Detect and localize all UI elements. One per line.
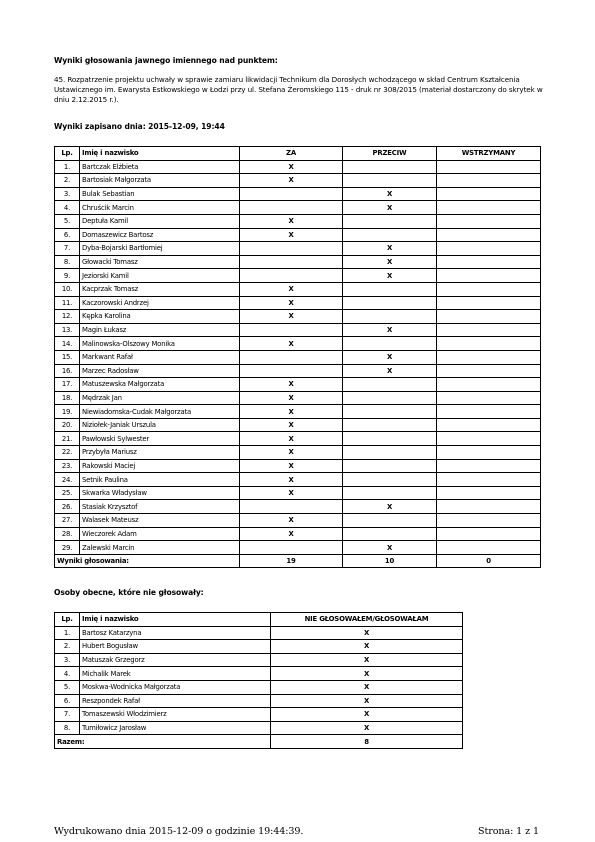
header-name: Imię i nazwisko — [80, 147, 240, 161]
table-cell — [437, 527, 541, 541]
table-cell: X — [240, 337, 343, 351]
table-cell — [437, 350, 541, 364]
table-row — [55, 323, 541, 337]
table-cell: X — [240, 174, 343, 188]
votes-table — [54, 146, 541, 568]
table-cell: Magin Łukasz — [80, 323, 240, 337]
table-cell: Tumiłowicz Jarosław — [80, 721, 271, 735]
absent-header-lp: Lp. — [55, 613, 80, 627]
table-cell: Matuszak Grzegorz — [80, 653, 271, 667]
table-row — [55, 473, 541, 487]
table-cell: 4. — [55, 667, 80, 681]
votes-summary-row — [55, 554, 541, 568]
table-cell: X — [343, 350, 437, 364]
table-cell — [240, 541, 343, 555]
table-cell: X — [240, 418, 343, 432]
table-cell: 2. — [55, 640, 80, 654]
table-cell: Bulak Sebastian — [80, 187, 240, 201]
table-cell: X — [343, 201, 437, 215]
table-cell: 14. — [55, 337, 80, 351]
table-cell — [343, 405, 437, 419]
table-cell: Pawłowski Sylwester — [80, 432, 240, 446]
table-cell — [343, 174, 437, 188]
table-cell: X — [343, 255, 437, 269]
table-cell: X — [271, 667, 463, 681]
table-row — [55, 446, 541, 460]
table-cell — [240, 201, 343, 215]
table-cell: X — [240, 514, 343, 528]
table-cell: 2. — [55, 174, 80, 188]
table-cell — [343, 432, 437, 446]
table-cell: 7. — [55, 242, 80, 256]
table-cell — [437, 201, 541, 215]
table-cell — [343, 282, 437, 296]
table-row — [55, 160, 541, 174]
table-cell: Bartosiak Małgorzata — [80, 174, 240, 188]
table-cell — [437, 228, 541, 242]
table-cell: X — [343, 242, 437, 256]
votes-total-przeciw: 10 — [343, 554, 437, 568]
absent-header-status: NIE GŁOSOWAŁEM/GŁOSOWAŁAM — [271, 613, 463, 627]
table-row — [55, 721, 463, 735]
table-cell: 5. — [55, 214, 80, 228]
table-row — [55, 282, 541, 296]
table-cell: X — [240, 459, 343, 473]
table-row — [55, 269, 541, 283]
table-row — [55, 187, 541, 201]
table-cell — [343, 214, 437, 228]
absent-title: Osoby obecne, które nie głosowały: — [54, 588, 204, 597]
absent-total: 8 — [271, 735, 463, 749]
table-cell — [437, 378, 541, 392]
table-cell: X — [240, 282, 343, 296]
table-cell — [240, 364, 343, 378]
header-za: ZA — [240, 147, 343, 161]
table-row — [55, 653, 463, 667]
table-cell: Dyba-Bojarski Bartłomiej — [80, 242, 240, 256]
table-cell — [240, 255, 343, 269]
saved-timestamp: Wyniki zapisano dnia: 2015-12-09, 19:44 — [54, 122, 225, 131]
table-cell: Zalewski Marcin — [80, 541, 240, 555]
table-row — [55, 378, 541, 392]
table-cell — [343, 418, 437, 432]
table-row — [55, 350, 541, 364]
table-cell: X — [240, 160, 343, 174]
table-row — [55, 541, 541, 555]
table-cell: 3. — [55, 187, 80, 201]
page-number: Strona: 1 z 1 — [478, 826, 540, 837]
table-cell: Marzec Radosław — [80, 364, 240, 378]
table-cell: 11. — [55, 296, 80, 310]
table-row — [55, 337, 541, 351]
table-cell — [240, 323, 343, 337]
table-cell — [437, 418, 541, 432]
table-cell: X — [240, 391, 343, 405]
absent-header-row — [55, 613, 463, 627]
table-cell: Niziołek-Janiak Urszula — [80, 418, 240, 432]
table-cell: X — [240, 432, 343, 446]
table-row — [55, 667, 463, 681]
table-cell: Kacprzak Tomasz — [80, 282, 240, 296]
table-cell: Moskwa-Wodnicka Małgorzata — [80, 680, 271, 694]
table-cell — [437, 323, 541, 337]
table-row — [55, 680, 463, 694]
table-cell: X — [271, 626, 463, 640]
table-cell — [437, 242, 541, 256]
table-cell — [343, 310, 437, 324]
absent-table — [54, 612, 463, 749]
table-cell: 22. — [55, 446, 80, 460]
table-cell: 17. — [55, 378, 80, 392]
table-cell: X — [271, 708, 463, 722]
table-cell: 18. — [55, 391, 80, 405]
table-cell: 1. — [55, 160, 80, 174]
table-cell — [343, 459, 437, 473]
table-cell: Bartczak Elżbieta — [80, 160, 240, 174]
table-cell — [437, 269, 541, 283]
table-cell: X — [240, 378, 343, 392]
table-row — [55, 514, 541, 528]
votes-total-wstrzymany: 0 — [437, 554, 541, 568]
table-cell — [437, 310, 541, 324]
agenda-item-description: 45. Rozpatrzenie projektu uchwały w sprawie zamiaru likwidacji Technikum dla Dorosłych wchodzącego w skład Centrum Kształcenia Ustawicznego im. Ewarysta Estkowskiego w Łodzi przy ul. Stefana Żeromskiego 115 - druk nr 308/2015 (materiał dostarczony do skrytek w dniu 2.12.2015 r.). — [54, 75, 543, 104]
table-row — [55, 214, 541, 228]
table-cell: X — [240, 486, 343, 500]
table-cell: 13. — [55, 323, 80, 337]
table-row — [55, 391, 541, 405]
table-cell: X — [271, 680, 463, 694]
table-cell: X — [343, 500, 437, 514]
table-cell — [343, 486, 437, 500]
table-cell: X — [343, 364, 437, 378]
table-cell: 26. — [55, 500, 80, 514]
table-cell — [437, 296, 541, 310]
table-cell: 9. — [55, 269, 80, 283]
table-cell — [240, 242, 343, 256]
table-cell: Michalik Marek — [80, 667, 271, 681]
table-cell: Mędrzak Jan — [80, 391, 240, 405]
table-cell — [343, 160, 437, 174]
table-cell: 10. — [55, 282, 80, 296]
table-cell — [437, 187, 541, 201]
votes-summary-label: Wyniki głosowania: — [55, 554, 240, 568]
table-row — [55, 364, 541, 378]
table-cell: X — [240, 473, 343, 487]
printed-timestamp: Wydrukowano dnia 2015-12-09 o godzinie 19:44:39. — [54, 826, 304, 837]
absent-summary-label: Razem: — [55, 735, 271, 749]
table-cell — [437, 364, 541, 378]
table-row — [55, 201, 541, 215]
table-cell: 29. — [55, 541, 80, 555]
table-cell: X — [240, 296, 343, 310]
table-cell: Chruścik Marcin — [80, 201, 240, 215]
table-cell: Malinowska-Olszowy Monika — [80, 337, 240, 351]
table-cell: 5. — [55, 680, 80, 694]
table-cell — [343, 391, 437, 405]
votes-total-za: 19 — [240, 554, 343, 568]
table-cell: X — [240, 228, 343, 242]
table-cell: 8. — [55, 255, 80, 269]
table-cell: X — [343, 269, 437, 283]
table-row — [55, 708, 463, 722]
table-cell: Kępka Karolina — [80, 310, 240, 324]
table-row — [55, 500, 541, 514]
table-cell — [343, 296, 437, 310]
table-cell: Przybyła Mariusz — [80, 446, 240, 460]
table-cell: X — [343, 187, 437, 201]
table-row — [55, 255, 541, 269]
table-cell: 7. — [55, 708, 80, 722]
table-cell — [437, 214, 541, 228]
table-cell: Wieczorek Adam — [80, 527, 240, 541]
table-row — [55, 640, 463, 654]
table-cell: X — [271, 653, 463, 667]
table-cell: Setnik Paulina — [80, 473, 240, 487]
table-cell: Bartosz Katarzyna — [80, 626, 271, 640]
table-cell: X — [240, 446, 343, 460]
table-cell: Hubert Bogusław — [80, 640, 271, 654]
table-cell — [343, 527, 437, 541]
table-row — [55, 228, 541, 242]
table-cell — [343, 514, 437, 528]
table-cell: X — [343, 541, 437, 555]
table-cell: 12. — [55, 310, 80, 324]
table-cell: 15. — [55, 350, 80, 364]
table-cell: Głowacki Tomasz — [80, 255, 240, 269]
table-cell: 25. — [55, 486, 80, 500]
table-cell: 23. — [55, 459, 80, 473]
table-cell — [343, 378, 437, 392]
table-cell — [437, 282, 541, 296]
table-cell — [437, 405, 541, 419]
table-cell — [437, 160, 541, 174]
table-cell — [437, 514, 541, 528]
table-cell: 4. — [55, 201, 80, 215]
table-cell — [240, 269, 343, 283]
table-cell: 1. — [55, 626, 80, 640]
table-row — [55, 527, 541, 541]
table-cell: Matuszewska Małgorzata — [80, 378, 240, 392]
table-cell: Skwarka Władysław — [80, 486, 240, 500]
table-row — [55, 432, 541, 446]
table-cell: 21. — [55, 432, 80, 446]
page-heading: Wyniki głosowania jawnego imiennego nad punktem: — [54, 56, 278, 65]
table-cell: 3. — [55, 653, 80, 667]
table-cell: Rakowski Maciej — [80, 459, 240, 473]
table-cell: Niewiadomska-Cudak Małgorzata — [80, 405, 240, 419]
table-cell: Kaczorowski Andrzej — [80, 296, 240, 310]
table-cell — [437, 337, 541, 351]
table-cell: 6. — [55, 694, 80, 708]
table-cell: 8. — [55, 721, 80, 735]
votes-header-row — [55, 147, 541, 161]
table-cell: X — [271, 640, 463, 654]
table-cell: Reszpondek Rafał — [80, 694, 271, 708]
table-cell — [437, 459, 541, 473]
table-row — [55, 626, 463, 640]
table-cell: 16. — [55, 364, 80, 378]
absent-summary-row — [55, 735, 463, 749]
table-cell — [343, 228, 437, 242]
table-cell — [437, 432, 541, 446]
table-cell — [437, 174, 541, 188]
table-cell: 28. — [55, 527, 80, 541]
absent-header-name: Imię i nazwisko — [80, 613, 271, 627]
table-cell — [343, 337, 437, 351]
header-lp: Lp. — [55, 147, 80, 161]
table-row — [55, 486, 541, 500]
table-cell: X — [343, 323, 437, 337]
table-cell: 20. — [55, 418, 80, 432]
table-cell — [437, 473, 541, 487]
table-cell: X — [240, 310, 343, 324]
table-cell: Domaszewicz Bartosz — [80, 228, 240, 242]
table-cell: Walasek Mateusz — [80, 514, 240, 528]
table-cell — [240, 350, 343, 364]
table-row — [55, 405, 541, 419]
table-cell: Deptuła Kamil — [80, 214, 240, 228]
table-cell: Markwant Rafał — [80, 350, 240, 364]
table-row — [55, 242, 541, 256]
table-cell: 19. — [55, 405, 80, 419]
table-row — [55, 418, 541, 432]
table-cell: Stasiak Krzysztof — [80, 500, 240, 514]
table-cell — [437, 255, 541, 269]
table-row — [55, 174, 541, 188]
table-row — [55, 694, 463, 708]
header-przeciw: PRZECIW — [343, 147, 437, 161]
table-cell: X — [240, 405, 343, 419]
table-cell: X — [271, 721, 463, 735]
table-cell: 6. — [55, 228, 80, 242]
table-cell — [343, 446, 437, 460]
table-cell — [343, 473, 437, 487]
table-row — [55, 459, 541, 473]
table-cell — [437, 500, 541, 514]
header-wstrzymany: WSTRZYMANY — [437, 147, 541, 161]
table-cell: X — [271, 694, 463, 708]
table-cell — [437, 486, 541, 500]
table-cell — [240, 500, 343, 514]
table-cell: X — [240, 527, 343, 541]
table-cell: 27. — [55, 514, 80, 528]
table-cell: Jeziorski Kamil — [80, 269, 240, 283]
table-row — [55, 296, 541, 310]
table-cell: X — [240, 214, 343, 228]
table-cell — [437, 446, 541, 460]
table-cell: Tomaszewski Włodzimierz — [80, 708, 271, 722]
table-cell — [437, 391, 541, 405]
table-cell — [240, 187, 343, 201]
table-cell — [437, 541, 541, 555]
table-cell: 24. — [55, 473, 80, 487]
table-row — [55, 310, 541, 324]
